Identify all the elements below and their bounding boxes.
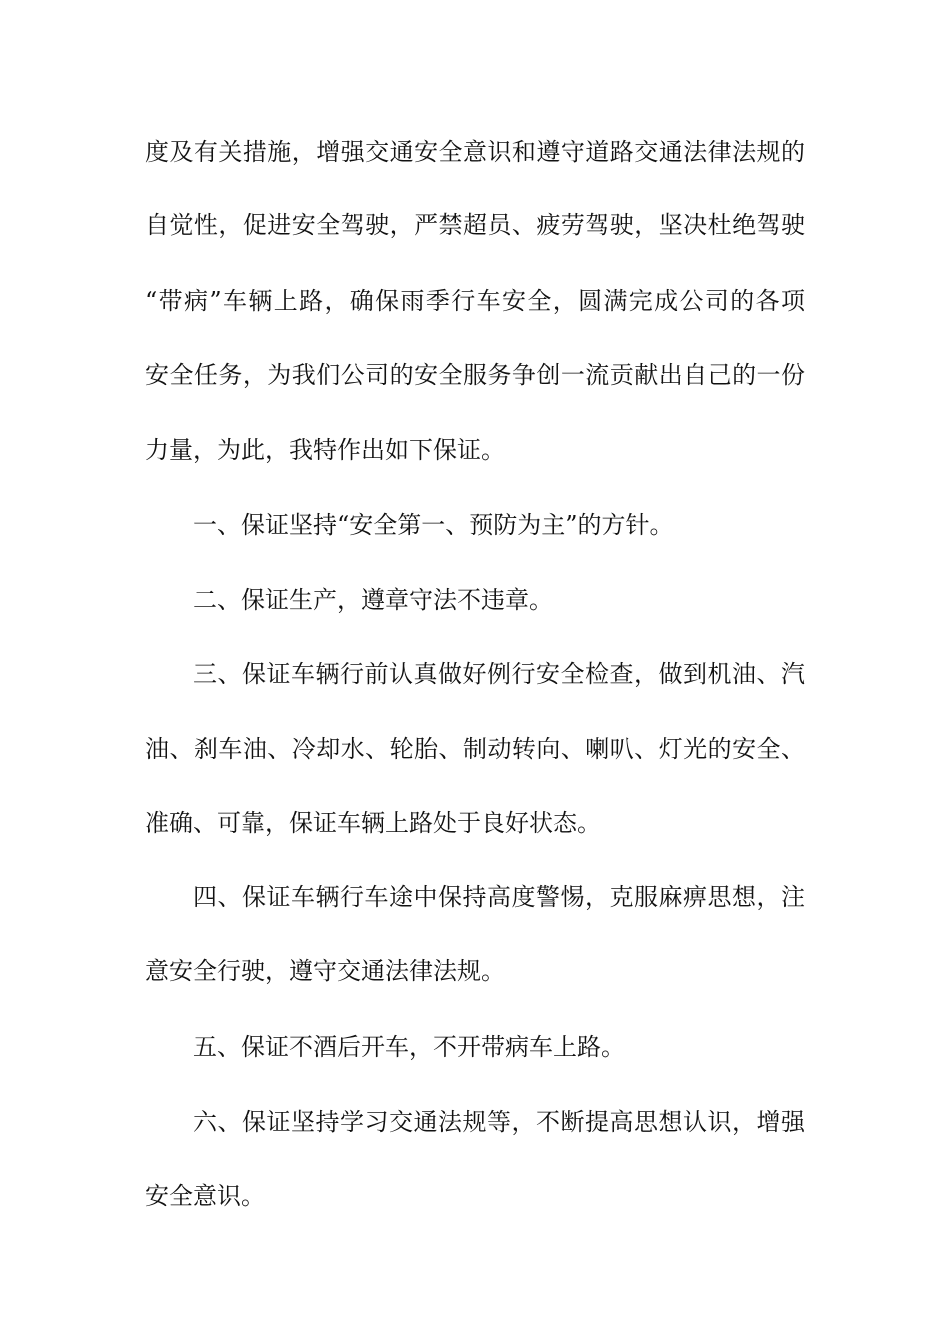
pledge-item-4-line-1: 四、保证车辆行车途中保持高度警惕，克服麻痹思想，注 xyxy=(193,883,805,911)
pledge-item-5: 五、保证不酒后开车，不开带病车上路。 xyxy=(193,1033,625,1061)
pledge-item-3-line-1: 三、保证车辆行前认真做好例行安全检查，做到机油、汽 xyxy=(193,660,805,688)
paragraph-intro-line-1: 度及有关措施，增强交通安全意识和遵守道路交通法律法规的 xyxy=(145,138,805,166)
pledge-item-6-line-2: 安全意识。 xyxy=(145,1182,265,1210)
pledge-item-1: 一、保证坚持“安全第一、预防为主”的方针。 xyxy=(193,511,674,539)
pledge-item-4-line-2: 意安全行驶，遵守交通法律法规。 xyxy=(145,957,505,985)
paragraph-intro-line-4: 安全任务，为我们公司的安全服务争创一流贡献出自己的一份 xyxy=(145,361,805,389)
pledge-item-6-line-1: 六、保证坚持学习交通法规等，不断提高思想认识，增强 xyxy=(193,1108,805,1136)
pledge-item-3-line-2: 油、刹车油、冷却水、轮胎、制动转向、喇叭、灯光的安全、 xyxy=(145,735,805,763)
paragraph-intro-line-2: 自觉性，促进安全驾驶，严禁超员、疲劳驾驶，坚决杜绝驾驶 xyxy=(145,211,805,239)
pledge-item-3-line-3: 准确、可靠，保证车辆上路处于良好状态。 xyxy=(145,809,601,837)
paragraph-intro-line-5: 力量，为此，我特作出如下保证。 xyxy=(145,436,505,464)
paragraph-intro-line-3: “带病”车辆上路，确保雨季行车安全，圆满完成公司的各项 xyxy=(145,287,805,315)
pledge-item-2: 二、保证生产，遵章守法不违章。 xyxy=(193,586,553,614)
